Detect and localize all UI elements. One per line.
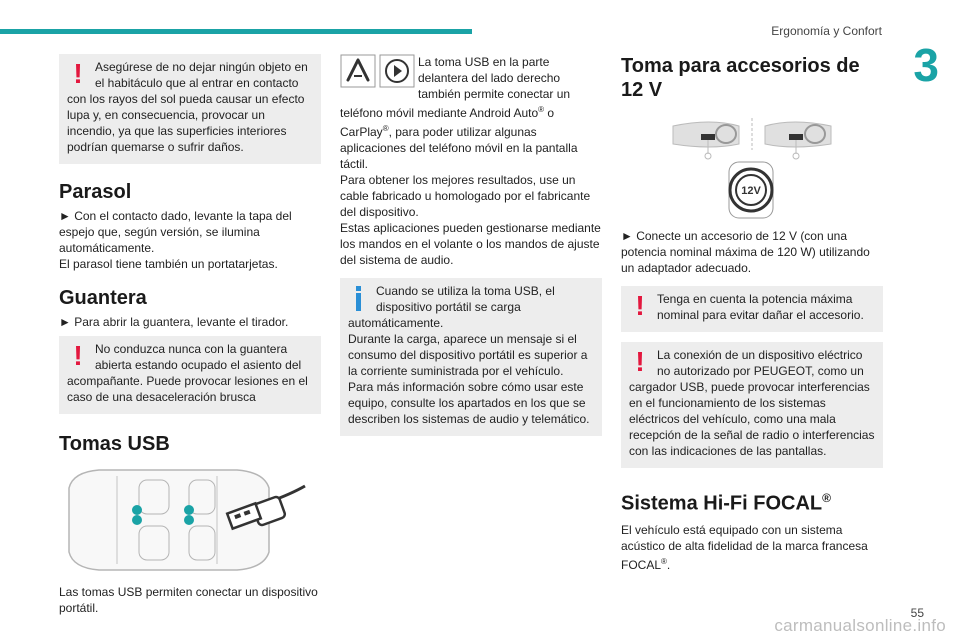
- guantera-heading: Guantera: [59, 287, 147, 309]
- steering-wheel-icon: [673, 122, 739, 159]
- info-text: Durante la carga, aparece un mensaje si el consumo del dispositivo portátil es superior a la corriente suministrada por el vehículo.: [348, 332, 588, 378]
- steering-wheel-icon: [765, 122, 831, 159]
- info-text: Cuando se utiliza la toma USB, el dispositivo portátil se carga automáticamente.: [348, 284, 555, 330]
- car-usb-illustration: [59, 466, 321, 574]
- warning-box: [621, 342, 883, 468]
- usb-port-marker: [132, 505, 142, 515]
- column-right: [621, 54, 883, 573]
- usb-caption: Las tomas USB permiten conectar un dispositivo portátil.: [59, 585, 318, 615]
- warning-box: [59, 336, 321, 414]
- page-number: 55: [910, 606, 924, 620]
- warning-box: [621, 286, 883, 332]
- usb-front-intro: La toma USB en la parte delantera del lado derecho también permite conectar un teléfono móvil mediante Android Auto® o CarPlay®, para poder utilizar algunas aplicaciones del teléfono móvil en la pantalla táctil.: [340, 55, 578, 171]
- warning-text: No conduzca nunca con la guantera abierta estando ocupado el asiento del acompañante. Puede provocar lesiones en el caso de una desaceleración brusca: [67, 342, 308, 404]
- hifi-text: El vehículo está equipado con un sistema acústico de alta fidelidad de la marca francesa FOCAL®.: [621, 522, 868, 572]
- socket-illustration: [621, 112, 883, 224]
- info-text: Para más información sobre cómo usar este equipo, consulte los apartados en los que se describen los sistemas de audio y telemático.: [348, 380, 590, 426]
- connectivity-icons: [340, 54, 416, 90]
- info-box: [340, 278, 602, 436]
- watermark: carmanualsonline.info: [774, 616, 946, 635]
- usb-port-marker: [184, 505, 194, 515]
- warning-box: [59, 54, 321, 164]
- warning-text: La conexión de un dispositivo eléctrico no autorizado por PEUGEOT, como un cargador USB, puede provocar interferencias en el funcionamiento de los sistemas eléctricos del vehículo, como una mala recepción de la señal de radio o interferencias con las indicaciones de las pantallas.: [629, 348, 875, 458]
- usb-port-marker: [184, 515, 194, 525]
- guantera-text: ► Para abrir la guantera, levante el tirador.: [59, 315, 289, 329]
- warning-icon: !: [635, 290, 645, 321]
- warning-icon: !: [73, 340, 83, 371]
- column-middle: [340, 54, 602, 436]
- warning-icon: !: [635, 346, 645, 377]
- carplay-icon: [380, 55, 414, 87]
- parasol-text: ► Con el contacto dado, levante la tapa del espejo que, según versión, se ilumina automáticamente.: [59, 209, 292, 255]
- chapter-number: 3: [913, 39, 939, 91]
- apps-control-text: Estas aplicaciones pueden gestionarse mediante los mandos en el volante o los mandos de ajuste del sistema de audio.: [340, 221, 601, 267]
- android-auto-icon: [341, 55, 375, 87]
- header-accent-bar: [0, 29, 472, 34]
- parasol-heading: Parasol: [59, 181, 132, 203]
- usb-port-marker: [132, 515, 142, 525]
- socket-label: 12V: [741, 185, 761, 197]
- section-title: Ergonomía y Confort: [771, 24, 882, 38]
- toma-12v-text: ► Conecte un accesorio de 12 V (con una potencia nominal máxima de 120 W) utilizando un adaptador adecuado.: [621, 229, 870, 275]
- toma-12v-heading: Toma para accesorios de 12 V: [621, 55, 860, 101]
- cable-advice: Para obtener los mejores resultados, use un cable fabricado u homologado por el fabricante del dispositivo.: [340, 173, 591, 219]
- parasol-note: El parasol tiene también un portatarjetas.: [59, 257, 278, 271]
- info-icon: [348, 283, 370, 313]
- column-left: [59, 54, 321, 616]
- usb-heading: Tomas USB: [59, 433, 170, 455]
- hifi-heading: Sistema Hi-Fi FOCAL®: [621, 491, 831, 515]
- warning-icon: !: [73, 58, 83, 89]
- warning-text: Tenga en cuenta la potencia máxima nominal para evitar dañar el accesorio.: [657, 292, 864, 322]
- warning-text: Asegúrese de no dejar ningún objeto en el habitáculo que al entrar en contacto con los rayos del sol pueda causar un efecto lupa y, en consecuencia, provocar un incendio, ya que las superficies interiores podrían quemarse o sufrir daños.: [67, 60, 308, 154]
